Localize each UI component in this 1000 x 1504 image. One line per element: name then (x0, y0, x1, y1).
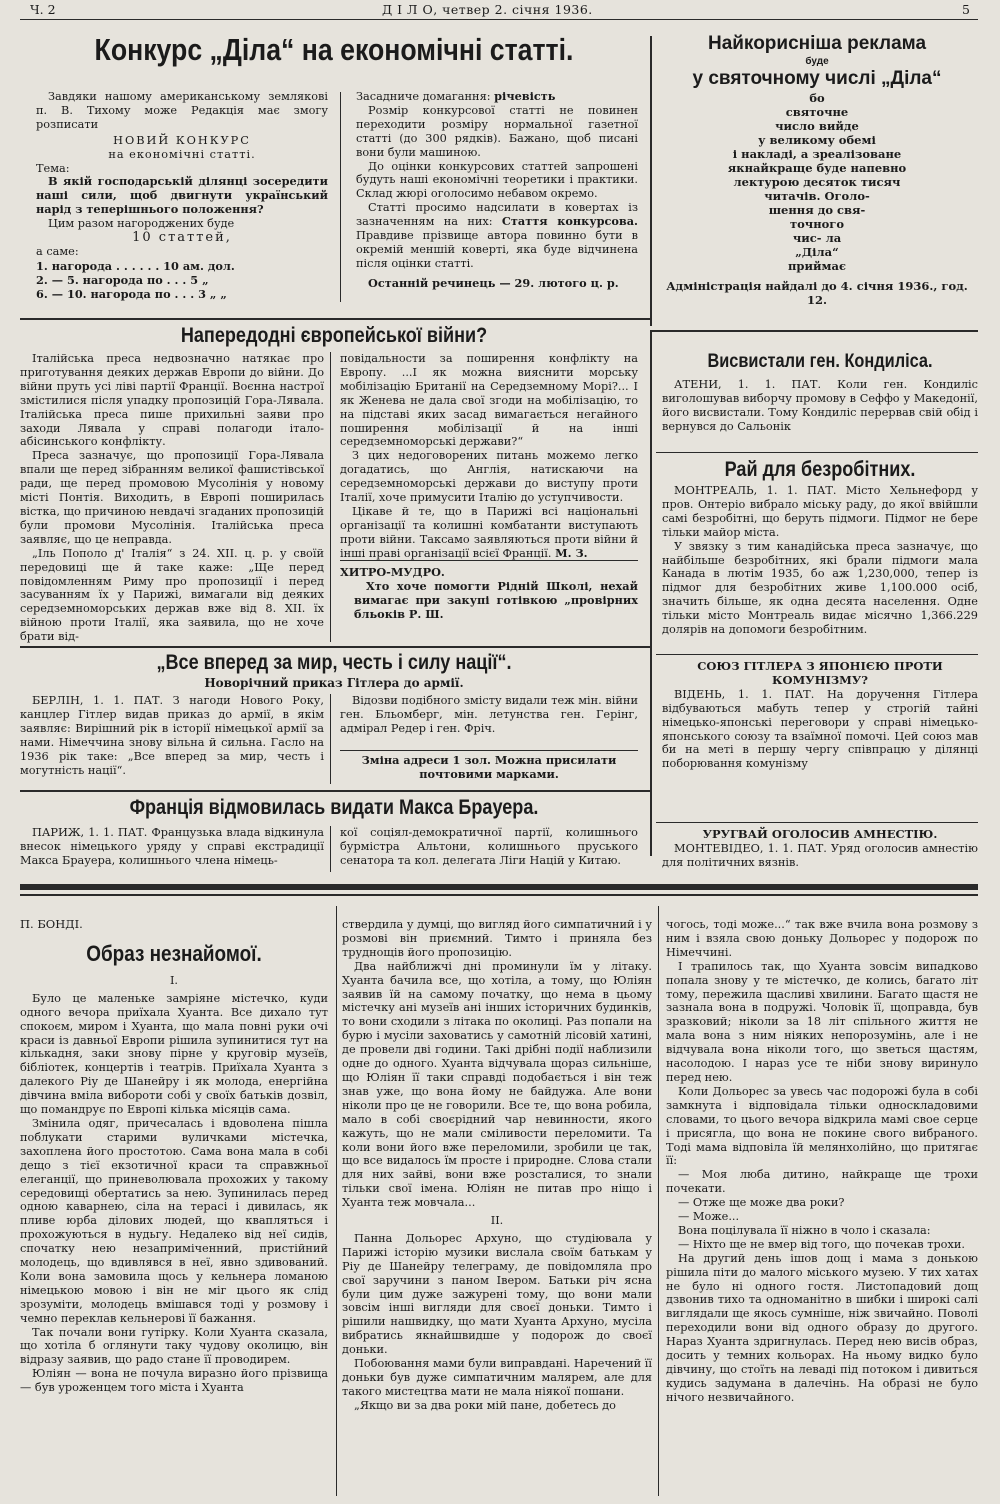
story-paragraph: — Ніхто ще не вмер від того, що почекав трохи. (678, 1237, 965, 1251)
war-column-2 (340, 352, 638, 561)
hitler-article (30, 650, 638, 691)
ad-line-2: буде (805, 56, 829, 67)
war-signature: М. З. (555, 545, 588, 560)
contest-right-column (356, 90, 638, 291)
prize-3: 6. — 10. нагорода по . . . 3 „ „ (36, 286, 227, 301)
ad-line-3: у святочному числі „Діла“ (692, 68, 942, 89)
page-header (30, 2, 970, 18)
war-paragraph-5: З цих недоговорених питань можемо легко догадатись, що Англія, натискаючи на середземноморські держави до виступу проти Італії, хоче примусити Італію до уступчивости. (340, 449, 638, 505)
ad-line-10: читачів. Оголо- (764, 189, 870, 203)
unemployed-bottom-rule (656, 654, 978, 655)
france-title: Франція відмовилась видати Макса Брауера. (129, 796, 539, 819)
story-author: П. БОНДІ. (20, 917, 83, 931)
a-same: а саме: (36, 244, 79, 258)
theme-text: В якій господарській ділянці зосередити наші сили, щоб двигнути український нарід з теперішнього положення? (36, 174, 328, 217)
masthead-date: Д І Л О, четвер 2. січня 1936. (382, 2, 593, 17)
ad-bottom-rule (650, 330, 978, 332)
kondylis-bottom-rule (656, 452, 978, 453)
story-paragraph: — Моя люба дитино, найкраще ще трохи почекати. (666, 1168, 978, 1196)
demands-label: Засадниче домагання: (356, 90, 491, 103)
war-column-1 (20, 352, 324, 644)
story-paragraph: На другий день ішов дощ і мама з донькою рішила піти до малого міського музею. У тих хатах не було ні одного гостя. Листопадовий дощ дзвонив тихо та одноманітно в шибки і широкі салі виглядали ще якось сумніше, ніж звичайно. Поволі переходили вони від одного образу до другого. Нараз Хуанта здригнулась. Перед нею висів образ, досить у темних кольорах. На ньому видко було дівчину, що стоїть на леваді під потоком і дивиться кудись задумана в далечінь. На образі не було нічого незвичайного. (666, 1251, 978, 1404)
war-paragraph-3: „Іль Пополо д' Італія“ з 24. XII. ц. р. у своїй передовиці ще й таке каже: „Ще перед повідомленням Риму про пропозиції і перед засуванням їх у Парижі, вимагали від деяких середземноморських держав вже від 8. XII. їх війною проти Італії, яка заявила, що не хоче брати від- (20, 546, 324, 644)
story-paragraph: Панна Дольорес Архуно, що студіювала у Парижі історію музики вислала своїм батькам у Ріу де Шанейру телеграму, де повідомляла про свої заручини з паном Івером. Батьки річ ясна були цим дуже зажурені тому, що вони мали зовсім інші вигляди для своєї доньки. Тимто і рішили нашвидку, що мати Хуанта Архуно, мусіла вибратись якнайшвидше у подорож до своєї доньки. (342, 1231, 652, 1357)
story-paragraph: Так почали вони гутірку. Коли Хуанта сказала, що хотіла б оглянути таку чудову околицю, він відразу заявив, що радо стане її проводирем. (20, 1325, 328, 1367)
contest-envelopes: Статті просимо надсилати в ковертах із зазначенням на них: Стаття конкурсова. Правдиве прізвище автора повинно бути в окремій меншій коверті, яка буде відчинена після оцінки статті. (356, 201, 638, 270)
story-paragraph: Вона поцілувала її ніжно в чоло і сказала: (678, 1223, 931, 1237)
contest-article (30, 30, 638, 70)
clever-notice (340, 566, 638, 622)
demands-value: річевість (494, 89, 556, 103)
war-paragraph-2: Преса зазначує, що пропозиції Гора-Лявала впали ще перед зібранням великої фашистівської ради, ще перед промовою Мусолінія у новому місті Понтія. Виходить, в Европі поширилась вістка, що причиною невдачі згаданих пропозицій були промови Мусолінія. Італійська преса заявляє, що це неправда. (20, 449, 324, 546)
header-rule (20, 19, 978, 20)
contest-deadline: Останній речинець — 29. лютого ц. р. (368, 275, 619, 290)
france-paragraph-2: кої соціял-демократичної партії, колишнього бурмістра Альтони, колишнього пруського сенатора та кол. делегата Ліги Націй у Китаю. (340, 826, 638, 867)
hitler-title: „Все вперед за мир, честь і силу нації“. (156, 651, 512, 674)
story-paragraph: Змінила одяг, причесалась і вдоволена пішла поблукати старими вуличками містечка, захоплена його простотою. Сама вона мала в собі дещо з тієї екзотичної краси та справжньої елеганції, що приневолювала прохожих у такому середовищі обертатись за нею. Зупинилась перед одною каварнею, сіла на терасі і дивилась, як пливе юрба ділових людей, що квапляться і прохожуються в нудьгу. Недалеко від неї сидів, спочатку нею незаприміченний, пристійний молодець, що вдивлявся в неї, явно здивований. Коли вона замовила щось у кельнера ломаною німецькою мовою і він не міг цього як слід зрозуміти, молодець вмішався тоді у розмову і чемно переклав кельнерові її бажання. (20, 1116, 328, 1325)
story-paragraph: Два найближчі дні проминули їм у літаку. Хуанта бачила все, що хотіла, а тому, що Юліян заявив їй на самому початку, що нема в цьому містечку ані музеїв ані інших історичних будинків, то вони сходили з літака по околиці. Раз попали на бурю і мусіли заховатись у самотній лісовій хатині, де провели дві години. Такі дрібні події наблизили одне до одного. Хуанта відчувала щораз сильніше, що Юліян її таки справді подобається і він теж знав уже, що вона йому не байдужа. Але вони ніколи про це не говорили. Все те, що вона робила, мало в собі своєрідний чар невинности, якого кажуть, що не мали сміливости переломити. Та коли вони його вже переломили, зробили це так, що все видалось їм просте і природне. Слова стали для них зайві, вони вже розсталися, то знали тільки свої імена. Юліян не питав про ніщо і Хуанта теж мовчала... (342, 959, 652, 1210)
ad-line-11: шення до свя- (768, 203, 866, 217)
war-paragraph-6: Цікаве й те, що в Парижі всі національні організації та колишні комбатанти виступають проти війни. Таксамо заявляються проти війни й інші праві організації всієї Франції. (340, 504, 638, 560)
ad-line-15: „Діла“ (795, 245, 839, 259)
story-paragraph: Юліян — вона не почула виразно його прізвища — був уроженцем того міста і Хуанта (20, 1367, 328, 1395)
ad-line-6: число вийде (775, 119, 859, 133)
union-text: ВІДЕНЬ, 1. 1. ПАТ. На доручення Гітлера відбуваються мабуть тепер у строгій тайні німецько-японські переговори у справі німецько-японського союзу та взаїмної помочі. Цей союз мав би на меті в першу чергу співпрацю у ділянці поборювання комунізму (662, 687, 978, 771)
hitler-column-2 (340, 694, 638, 736)
story-column-1 (20, 918, 328, 1395)
war-article (30, 322, 638, 350)
kondylis-text: АТЕНИ, 1. 1. ПАТ. Коли ген. Кондиліс виголошував виборчу промову в Сеффо у Македонії, його висвистали. Тому Кондиліс перервав свій обід і вернувся до Сальонік (662, 378, 978, 433)
ad-divider (650, 36, 652, 326)
right-column-divider (650, 330, 652, 856)
page-number-right: 5 (962, 2, 970, 17)
unemployed-paragraph-1: МОНТРЕАЛЬ, 1. 1. ПАТ. Місто Хельнефорд у пров. Онтеріо вибрало міську раду, до якої ввійшли самі безробітні, що беруть підмоги. Підмог не бере тільки майор міста. (662, 484, 978, 539)
story-paragraph: — Отже ще може два роки? (678, 1196, 845, 1210)
story-column-3 (666, 918, 978, 1405)
kondylis-title: Висвистали ген. Кондиліса. (707, 351, 933, 372)
unemployed-title: Рай для безробітних. (724, 458, 916, 481)
ad-line-9: якнайкраще буде напевно лектурою десяток тисяч (727, 161, 907, 189)
france-paragraph-1: ПАРИЖ, 1. 1. ПАТ. Французька влада відкинула внесок німецького уряду у справі екстрадиції Макса Брауера, колишнього члена німець- (20, 826, 324, 867)
kondylis-article (662, 350, 978, 434)
ad-footer: Адміністрація найдалі до 4. січня 1936., год. 12. (666, 279, 968, 307)
theme-label: Тема: (36, 161, 70, 175)
clever-title: ХИТРО-МУДРО. (340, 565, 445, 579)
story-part-2-heading: II. (490, 1214, 504, 1228)
contest-size: Розмір конкурсової статті не повинен переходити розміру нормальної газетної статті (до 300 рядків). Бажано, щоб писані вони були машиною. (356, 103, 638, 159)
uruguay-title: УРУГВАЙ ОГОЛОСИВ АМНЕСТІЮ. (702, 827, 938, 841)
france-article (30, 794, 638, 822)
story-paragraph: Було це маленьке замріяне містечко, куди одного вечора приїхала Хуанта. Все дихало тут спокоєм, миром і Хуанта, що мала повні руки очі краси із давньої Европи рішила зупинитися тут на кількадня, заки знову пірне у круговір музеїв, бібліотек, концертів і театрів. Приїхала Хуанта з далекого Ріу де Шанейру і як молода, енергійна дівчина вміла вибороти собі у своїх батьків дозвіл, що помандрує по Европі кілька місяців сама. (20, 991, 328, 1117)
story-divider-2 (658, 906, 659, 1496)
feuilleton-separator-top (20, 884, 978, 890)
story-paragraph: Коли Дольорес за увесь час подорожі була в собі замкнута і відповідала тільки односкладовими словами, то цього вечора відкрила мамі свое серце і присягла, що вона не покине свого вибраного. Тоді мама відповіла їй мелянхолійно, що притягає її: (666, 1084, 978, 1168)
new-contest-heading: НОВИЙ КОНКУРС (113, 133, 251, 147)
ad-line-1: Найкорисніша реклама (707, 33, 927, 54)
union-bottom-rule (656, 822, 978, 823)
clever-top-rule (340, 560, 638, 561)
story-part-1-heading: I. (169, 973, 179, 987)
story-paragraph: — Може... (678, 1210, 740, 1224)
ad-line-16: приймає (788, 259, 846, 273)
story-divider-1 (336, 906, 337, 1496)
story-title: Образ незнайомої. (86, 940, 262, 966)
contest-title: Конкурс „Діла“ на економічні статті. (94, 32, 574, 67)
story-paragraph: Побоювання мами були виправдані. Наречений її доньки був дуже симпатичним малярем, але для такого мистецтва мати не мала ніякої пошани. (342, 1357, 652, 1398)
ad-line-5: святочне (785, 105, 849, 119)
ad-line-4: бо (809, 91, 825, 105)
ad-line-13: чис- (792, 231, 822, 245)
ad-line-14: ла (825, 231, 842, 245)
war-column-divider (330, 352, 331, 642)
war-bottom-rule (20, 646, 650, 648)
hitler-paragraph-1: БЕРЛІН, 1. 1. ПАТ. З нагоди Нового Року, канцлер Гітлер видав приказ до армії, в якім заявляє: Вирішний рік в історії німецької армії за нами. Німеччина знову вільна й сильна. Гасло на 1936 рік таке: „Все вперед за мир, честь і могутність нації“. (20, 694, 324, 777)
story-paragraph: ствердила у думці, що вигляд його симпатичний і у розмові він приємний. Тимто і приняла без труднощів його пропозицію. (342, 918, 652, 959)
war-title: Напередодні європейської війни? (180, 324, 488, 347)
hitler-bottom-rule (20, 790, 650, 792)
hitler-paragraph-2: Відозви подібного змісту видали теж мін. війни ген. Бльомберг, мін. летунства ген. Герінг, адмірал Редер і ген. Фріч. (340, 694, 638, 735)
contest-left-column (36, 90, 328, 301)
war-paragraph-1: Італійська преса недвозначно натякає про приготування деяких держав Европи до війни. До війни пруть усі ліві партії Франції. Воєнна настрої змістилися після упадку пропозицій Гора-Лявала. Італійська преса пише прихильні заяви про заходи Лявала у справі полагоди італо-абісинського конфлікту. (20, 352, 324, 449)
contest-intro: Завдяки нашому американському землякові п. В. Тихому може Редакція має змогу розписати (36, 90, 328, 131)
address-change-notice: Зміна адреси 1 зол. Можна присилати почтовими марками. (361, 753, 617, 781)
new-contest-subheading: на економічні статті. (108, 147, 256, 161)
unemployed-paragraph-2: У звязку з тим канадійська преса зазначує, що найбільше безробітних, які брали підмоги мала Канада в лютім 1935, бо аж 1,230,000, тепер із підмог для безробітних живе 1,100.000 осіб, значить більше, як одна десята населення. Одне тільки місто Монтреаль видає місячно 1,366.229 долярів на допомоги безробітним. (662, 539, 978, 637)
reward-count: 10 статтей, (132, 230, 232, 246)
union-article (662, 660, 978, 771)
france-column-divider (330, 826, 331, 872)
reward-intro: Цим разом нагороджених буде (48, 217, 235, 231)
hitler-column-divider (330, 694, 331, 784)
france-column-2 (340, 826, 638, 868)
contest-column-divider (340, 92, 341, 302)
union-title: СОЮЗ ГІТЛЕРА З ЯПОНІЄЮ ПРОТИ КОМУНІЗМУ? (697, 659, 943, 687)
uruguay-article (662, 828, 978, 870)
clever-text: Хто хоче помогти Рідній Школі, нехай вимагає при закупі готівкою „провірних бльоків Р. Ш. (354, 578, 638, 621)
contest-bottom-rule (20, 318, 650, 320)
contest-jury: До оцінки конкурсових статтей запрошені будуть наші економічні теоретики і практики. Склад жюрі оголосимо небавом окремо. (356, 159, 638, 201)
page-number-left: Ч. 2 (30, 2, 56, 17)
uruguay-text: МОНТЕВІДЕО, 1. 1. ПАТ. Уряд оголосив амнестію для політичних вязнів. (662, 841, 978, 869)
ad-block (656, 32, 978, 307)
story-paragraph: чогось, тоді може...“ так вже вчила вона розмову з ним і взяла свою доньку Дольорес у подорож по Німеччині. (666, 918, 978, 959)
story-paragraph: „Якщо ви за два роки мій пане, добетесь до (354, 1398, 616, 1412)
hitler-column-1 (20, 694, 324, 777)
ad-line-7: у великому обемі (758, 133, 876, 147)
feuilleton-separator-bottom (20, 894, 978, 896)
ad-line-12: точного (789, 217, 845, 231)
prize-2: 2. — 5. нагорода по . . . 5 „ (36, 272, 209, 287)
hitler-subtitle: Новорічний приказ Гітлера до армії. (204, 676, 464, 690)
war-paragraph-4: повідальности за поширення конфлікту на Европу. ...І як можна вияснити морську мобілізацію Британії на Середземному Морі?... І як Женева не дала свої згоди на мобілізацію, то на підставі яких засад вимагається негайного поширення мобілізації й на інші середземноморські держави?“ (340, 352, 638, 449)
story-paragraph: І трапилось так, що Хуанта зовсім випадково попала знову у те містечко, де колись, багато літ тому, пережила щасливі хвилини. Багато щастя не зазнала вона в подружі. Чоловік її, щоправда, був зразковий; ніколи за 18 літ спільного життя не мала вона з ним ніяких непорозумінь, але і не відчувала вона ніколи того, що зветься щастям, насолодою. І нараз усе те ніби знову виринуло перед нею. (666, 959, 978, 1084)
unemployed-article (662, 456, 978, 637)
story-column-2 (342, 918, 652, 1413)
notice-top-rule (340, 750, 638, 751)
ad-line-8: і накладі, а зреалізоване (732, 147, 902, 161)
france-column-1 (20, 826, 324, 868)
prize-1: 1. нагорода . . . . . . 10 ам. дол. (36, 258, 235, 273)
